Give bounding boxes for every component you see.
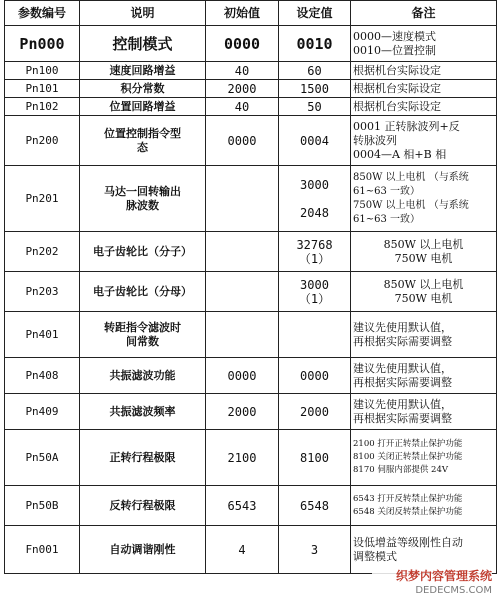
initial-value-cell — [206, 98, 279, 116]
table-row — [5, 62, 497, 80]
initial-value-cell — [206, 166, 279, 232]
note-cell-line: 0001 正转脉波列+反 — [353, 119, 460, 133]
note-cell-line: 建议先使用默认值， — [353, 361, 452, 375]
set-value-cell — [279, 358, 351, 394]
table-row — [5, 272, 497, 312]
param-description-cell — [80, 394, 206, 430]
initial-value-cell — [206, 26, 279, 62]
header-description: 说明 — [80, 1, 206, 26]
note-cell-line: 根据机台实际设定 — [353, 99, 441, 113]
set-value-cell — [279, 62, 351, 80]
watermark-logo — [372, 569, 492, 603]
param-description-cell-line: 正转行程极限 — [109, 450, 176, 464]
initial-value-cell-line: 0000 — [227, 368, 257, 383]
header-set-value: 设定值 — [279, 1, 351, 26]
note-cell-line: 750W 电机 — [394, 251, 453, 265]
param-description-cell-line: 共振滤波频率 — [109, 404, 176, 418]
set-value-cell-line: 32768 — [296, 237, 333, 252]
param-description-cell — [80, 272, 206, 312]
header-initial-value: 初始值 — [206, 1, 279, 26]
note-cell-line: 6543 打开反转禁止保护功能 — [353, 493, 463, 504]
set-value-cell — [279, 272, 351, 312]
param-description-cell-line: 自动调谐刚性 — [109, 542, 176, 556]
param-code-cell: Pn101 — [5, 80, 80, 98]
param-description-cell — [80, 430, 206, 486]
note-cell-line: 0000—速度模式 — [353, 29, 436, 43]
set-value-cell-line: 3000 — [300, 277, 329, 292]
note-cell — [351, 98, 497, 116]
table-header-row — [5, 1, 497, 26]
note-cell-line: 8100 关闭正转禁止保护功能 — [353, 452, 463, 462]
set-value-cell — [279, 232, 351, 272]
param-description-cell-line: 马达一回转输出 — [104, 184, 181, 198]
set-value-cell — [279, 312, 351, 358]
param-code-cell: Pn401 — [5, 312, 80, 358]
param-description-cell-line: 电子齿轮比（分母） — [93, 284, 192, 298]
initial-value-cell — [206, 358, 279, 394]
param-description-cell-line: 共振滤波功能 — [109, 368, 176, 382]
set-value-cell — [279, 486, 351, 526]
initial-value-cell-line: 2100 — [227, 450, 257, 465]
watermark-line2: DEDECMS.COM — [415, 585, 492, 596]
note-cell-line: 建议先使用默认值， — [353, 320, 452, 334]
note-cell — [351, 166, 497, 232]
param-description-cell — [80, 62, 206, 80]
initial-value-cell — [206, 232, 279, 272]
note-cell-line: 850W 以上电机 （与系统 — [353, 171, 469, 183]
set-value-cell — [279, 80, 351, 98]
param-description-cell — [80, 358, 206, 394]
parameter-table — [4, 0, 497, 574]
initial-value-cell — [206, 116, 279, 166]
set-value-cell-line: 3 — [310, 542, 319, 557]
note-cell-line: 2100 打开正转禁止保护功能 — [353, 439, 463, 449]
initial-value-cell — [206, 80, 279, 98]
param-code-cell: Pn50A — [5, 430, 80, 486]
param-code-cell: Pn102 — [5, 98, 80, 116]
set-value-cell-line: 0004 — [300, 133, 329, 148]
param-description-cell-line: 间常数 — [126, 334, 159, 348]
note-cell — [351, 62, 497, 80]
note-cell — [351, 80, 497, 98]
set-value-cell-line: 1500 — [300, 81, 329, 96]
table-row — [5, 358, 497, 394]
initial-value-cell — [206, 430, 279, 486]
param-description-cell-line: 转距指令滤波时 — [104, 320, 181, 334]
header-note: 备注 — [351, 1, 497, 26]
table-row — [5, 232, 497, 272]
note-cell — [351, 116, 497, 166]
set-value-cell-line: 60 — [307, 63, 322, 78]
set-value-cell — [279, 98, 351, 116]
param-description-cell — [80, 26, 206, 62]
set-value-cell-line: 50 — [307, 99, 322, 114]
param-code-cell: Pn201 — [5, 166, 80, 232]
set-value-cell-line: 8100 — [300, 450, 329, 465]
note-cell-line: 750W 以上电机 （与系统 — [353, 199, 469, 211]
set-value-cell — [279, 166, 351, 232]
initial-value-cell — [206, 62, 279, 80]
table-row — [5, 26, 497, 62]
initial-value-cell — [206, 394, 279, 430]
note-cell — [351, 486, 497, 526]
param-code-cell: Pn50B — [5, 486, 80, 526]
note-cell-line: 再根据实际需要调整 — [353, 375, 452, 389]
param-description-cell-line: 反转行程极限 — [109, 498, 176, 512]
note-cell-line: 转脉波列 — [353, 133, 397, 147]
note-cell-line: 750W 电机 — [394, 291, 453, 305]
note-cell — [351, 394, 497, 430]
param-code-cell: Pn000 — [5, 26, 80, 62]
note-cell-line: 设低增益等级刚性自动 — [353, 535, 463, 549]
param-description-cell-line: 控制模式 — [112, 34, 173, 53]
note-cell — [351, 526, 497, 574]
param-code-cell: Pn202 — [5, 232, 80, 272]
param-description-cell — [80, 526, 206, 574]
note-cell — [351, 232, 497, 272]
param-description-cell-line: 速度回路增益 — [109, 63, 176, 77]
param-description-cell-line: 脉波数 — [126, 198, 159, 212]
initial-value-cell — [206, 312, 279, 358]
set-value-cell-line: 0000 — [300, 368, 329, 383]
table-row — [5, 116, 497, 166]
initial-value-cell-line: 4 — [238, 542, 246, 557]
initial-value-cell-line: 2000 — [227, 404, 257, 419]
note-cell-line: 根据机台实际设定 — [353, 81, 441, 95]
set-value-cell-line: 0010 — [296, 34, 333, 53]
initial-value-cell-line: 6543 — [227, 498, 257, 513]
set-value-cell — [279, 526, 351, 574]
param-code-cell: Fn001 — [5, 526, 80, 574]
param-description-cell-line: 态 — [137, 140, 148, 154]
param-description-cell-line: 积分常数 — [120, 81, 165, 95]
set-value-cell — [279, 26, 351, 62]
set-value-cell — [279, 116, 351, 166]
note-cell-line: 6548 关闭反转禁止保护功能 — [353, 506, 463, 517]
note-cell — [351, 358, 497, 394]
set-value-cell — [279, 430, 351, 486]
param-description-cell — [80, 166, 206, 232]
note-cell-line: 调整模式 — [353, 549, 397, 563]
note-cell-line: 根据机台实际设定 — [353, 63, 441, 77]
param-code-cell: Pn100 — [5, 62, 80, 80]
initial-value-cell — [206, 486, 279, 526]
param-code-cell: Pn408 — [5, 358, 80, 394]
header-code: 参数编号 — [5, 1, 80, 26]
parameter-table-sheet — [4, 0, 496, 605]
set-value-cell-line: 3000 — [300, 177, 329, 192]
param-code-cell: Pn203 — [5, 272, 80, 312]
watermark-line1: 织梦内容管理系统 — [395, 569, 492, 583]
note-cell-line: 61~63 一致） — [353, 185, 421, 197]
param-description-cell — [80, 486, 206, 526]
param-description-cell — [80, 98, 206, 116]
initial-value-cell-line: 2000 — [227, 81, 257, 96]
param-description-cell-line: 电子齿轮比（分子） — [93, 244, 192, 258]
note-cell-line: 850W 以上电机 — [383, 277, 464, 291]
note-cell-line: 建议先使用默认值， — [353, 397, 452, 411]
table-row — [5, 394, 497, 430]
set-value-cell-line: （1） — [298, 291, 331, 306]
initial-value-cell — [206, 526, 279, 574]
note-cell-line: 再根据实际需要调整 — [353, 411, 452, 425]
param-description-cell-line: 位置控制指令型 — [104, 126, 181, 140]
param-description-cell-line: 位置回路增益 — [109, 99, 176, 113]
initial-value-cell-line: 0000 — [227, 133, 257, 148]
note-cell-line: 61~63 一致） — [353, 213, 421, 225]
set-value-cell-line: （1） — [298, 251, 331, 266]
table-row — [5, 526, 497, 574]
table-row — [5, 312, 497, 358]
set-value-cell — [279, 394, 351, 430]
table-row — [5, 80, 497, 98]
table-body — [5, 26, 497, 574]
note-cell-line: 再根据实际需要调整 — [353, 334, 452, 348]
note-cell — [351, 26, 497, 62]
initial-value-cell-line: 40 — [234, 99, 250, 114]
note-cell — [351, 312, 497, 358]
note-cell-line: 850W 以上电机 — [383, 237, 464, 251]
table-row — [5, 486, 497, 526]
table-row — [5, 430, 497, 486]
set-value-cell-line: 2048 — [300, 205, 329, 220]
param-description-cell — [80, 80, 206, 98]
initial-value-cell-line: 0000 — [223, 34, 261, 53]
param-code-cell: Pn409 — [5, 394, 80, 430]
param-description-cell — [80, 312, 206, 358]
param-code-cell: Pn200 — [5, 116, 80, 166]
note-cell-line: 8170 伺服内部提供 24V — [353, 465, 448, 475]
initial-value-cell-line: 40 — [234, 63, 250, 78]
initial-value-cell — [206, 272, 279, 312]
param-description-cell — [80, 232, 206, 272]
note-cell-line: 0010—位置控制 — [353, 43, 436, 57]
table-row — [5, 98, 497, 116]
note-cell — [351, 272, 497, 312]
note-cell — [351, 430, 497, 486]
table-row — [5, 166, 497, 232]
param-description-cell — [80, 116, 206, 166]
set-value-cell-line: 6548 — [300, 498, 329, 513]
set-value-cell-line: 2000 — [300, 404, 329, 419]
note-cell-line: 0004—A 相+B 相 — [353, 147, 447, 161]
